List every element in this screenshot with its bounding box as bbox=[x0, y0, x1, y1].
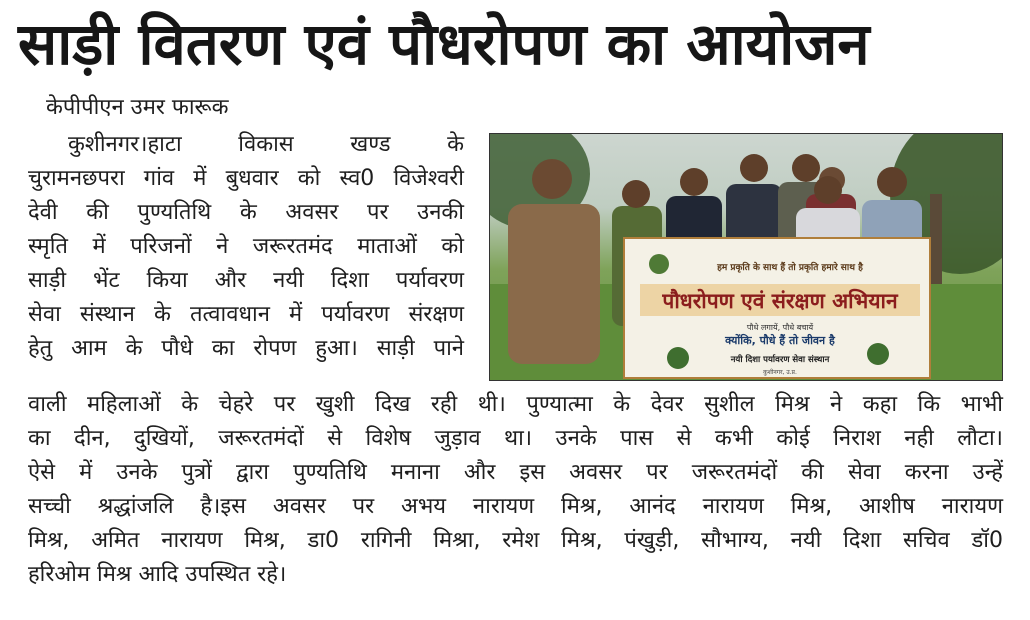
article-line: चुरामनछपरा गांव में बुधवार को स्व0 विजेश्वरी bbox=[28, 166, 464, 191]
article-line: साड़ी भेंट किया और नयी दिशा पर्यावरण bbox=[28, 268, 464, 293]
article-line: मिश्र, अमित नारायण मिश्र, डा0 रागिनी मिश्रा, रमेश मिश्र, पंखुड़ी, सौभाग्य, नयी दिशा सचिव डॉ0 bbox=[28, 528, 1003, 553]
banner-organisation: नयी दिशा पर्यावरण सेवा संस्थान bbox=[730, 355, 830, 365]
article-line: सच्ची श्रद्धांजलि है।इस अवसर पर अभय नारायण मिश्र, आनंद नारायण मिश्र, आशीष नारायण bbox=[28, 494, 1003, 519]
article-line: कुशीनगर।हाटा विकास खण्ड के bbox=[68, 132, 464, 157]
article-line: ऐसे में उनके पुत्रों द्वारा पुण्यतिथि मनाना और इस अवसर पर जरूरतमंदों की सेवा करना उन्हें bbox=[28, 460, 1003, 485]
headline: साड़ी वितरण एवं पौधरोपण का आयोजन bbox=[18, 10, 870, 78]
banner-tagline: हम प्रकृति के साथ हैं तो प्रकृति हमारे साथ है bbox=[717, 263, 863, 273]
campaign-banner bbox=[624, 238, 930, 378]
banner-slogan: पौधे लगायें, पौधे बचायें bbox=[746, 323, 814, 332]
article-line: हेतु आम के पौधे का रोपण हुआ। साड़ी पाने bbox=[28, 336, 464, 361]
article-line: वाली महिलाओं के चेहरे पर खुशी दिख रही थी। पुण्यात्मा के देवर सुशील मिश्र ने कहा कि भाभी bbox=[28, 392, 1003, 417]
article-line: का दीन, दुखियों, जरूरतमंदों से विशेष जुड़ाव था। उनके पास से कभी कोई निराश नही लौटा। bbox=[28, 426, 1003, 451]
article-line: हरिओम मिश्र आदि उपस्थित रहे। bbox=[28, 562, 287, 587]
banner-title: पौधरोपण एवं संरक्षण अभियान bbox=[662, 289, 898, 313]
banner-place: कुशीनगर, उ.प्र. bbox=[763, 369, 797, 376]
article-line: देवी की पुण्यतिथि के अवसर पर उनकी bbox=[28, 200, 464, 225]
byline: केपीपीएन उमर फारूक bbox=[46, 95, 229, 120]
article-line: स्मृति में परिजनों ने जरूरतमंद माताओं को bbox=[28, 234, 464, 259]
news-photo bbox=[489, 133, 1003, 381]
banner-slogan-2: क्योंकि, पौधे हैं तो जीवन है bbox=[725, 334, 835, 347]
article-line: सेवा संस्थान के तत्वावधान में पर्यावरण संरक्षण bbox=[28, 302, 464, 327]
